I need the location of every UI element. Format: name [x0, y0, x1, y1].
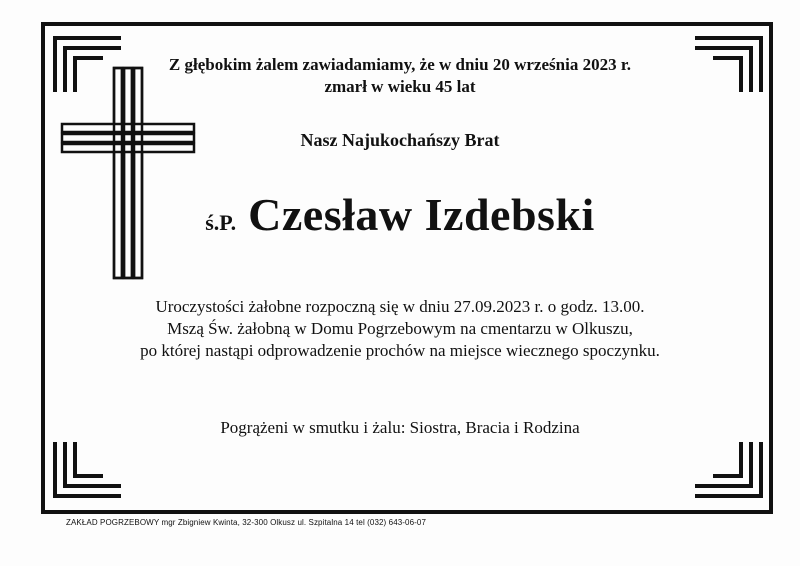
cross-icon [60, 66, 196, 287]
relation-heading: Nasz Najukochańszy Brat [300, 130, 500, 150]
ceremony-line-2: Mszą Św. żałobną w Domu Pogrzebowym na cmentarzu w Olkuszu, [167, 319, 633, 338]
corner-ornament-bottom-left [53, 440, 123, 498]
deceased-prefix: ś.P. [205, 210, 237, 235]
announcement-line-2: zmarł w wieku 45 lat [324, 77, 476, 96]
funeral-home-footer: ZAKŁAD POGRZEBOWY mgr Zbigniew Kwinta, 32-300 Olkusz ul. Szpitalna 14 tel (032) 643-06-07 [66, 518, 427, 527]
mourners-line: Pogrążeni w smutku i żalu: Siostra, Bracia i Rodzina [220, 418, 580, 437]
corner-ornament-bottom-right [693, 440, 763, 498]
deceased-name: Czesław Izdebski [248, 189, 595, 240]
deceased-name-line [0, 188, 800, 241]
announcement-line-1: Z głębokim żalem zawiadamiamy, że w dniu 20 września 2023 r. [168, 55, 632, 74]
ceremony-line-1: Uroczystości żałobne rozpoczną się w dniu 27.09.2023 r. o godz. 13.00. [155, 297, 645, 316]
ceremony-line-3: po której nastąpi odprowadzenie prochów na miejsce wiecznego spoczynku. [140, 341, 660, 360]
